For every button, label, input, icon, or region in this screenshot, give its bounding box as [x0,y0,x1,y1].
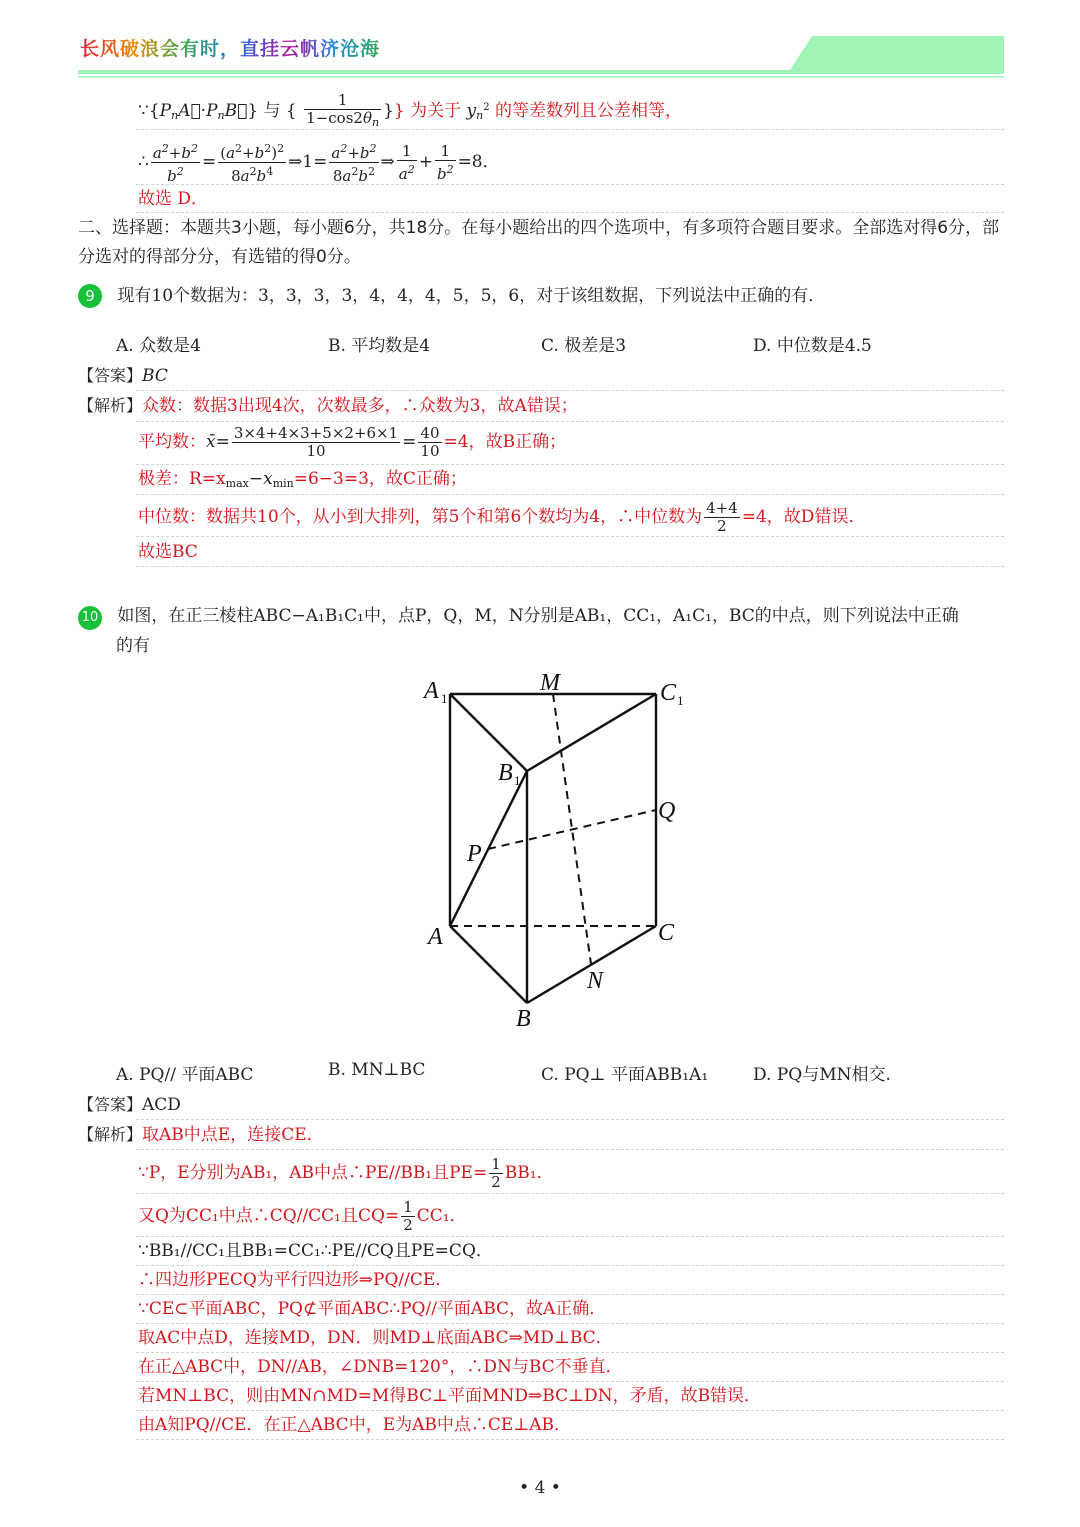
q10-option-c: C. PQ⊥ 平面ABB₁A₁ [541,1065,709,1085]
prev-l1-b: } 与 { [247,101,297,121]
label-b1-sub: 1 [514,773,521,788]
prev-l2-a: ⇒1= [288,152,328,172]
q10-analysis-label: 【解析】 [78,1125,143,1144]
divider [136,1193,1004,1194]
divider [136,1439,1004,1440]
q9-analysis-row-2: 平均数：x̄= $\frac{3\times 4+4\times 3+5\times 2+6\times 1}{10}$ = $\frac{40}{10}$ =4，故B正确； [138,424,567,460]
q9-stem-row [78,284,825,308]
divider [136,1265,1004,1266]
q10-analysis-2b: BB₁． [504,1163,554,1183]
label-a1-sub: 1 [441,691,448,706]
q9-analysis-1: 众数：数据3出现4次，次数最多，∴众数为3，故A错误； [142,396,578,416]
q10-analysis-row-2: ∵P，E分别为AB₁，AB中点∴PE//BB₁且PE= $\frac{1}{2}$ BB₁． [138,1155,554,1191]
q10-stem-row [78,604,959,630]
q9-analysis-row-4: 中位数：数据共10个，从小到大排列，第5个和第6个数均为4，∴中位数为 $\frac{4+4}{2}$ =4，故D错误． [138,499,866,535]
q10-analysis-row-1 [78,1123,324,1147]
divider [136,129,1004,130]
label-c: C [658,920,675,946]
edge-b1-c1 [527,694,656,771]
divider [136,494,1004,495]
q10-number-badge: 10 [78,606,102,630]
q9-analysis-3a: 极差：R=x [138,469,226,489]
prism-figure [400,660,720,1040]
q9-option-a: A. 众数是4 [116,336,201,356]
header-title-text: 长风破浪会有时，直挂云帆济沧海 [80,38,381,60]
q9-analysis-row-3: 极差：$R=x_{max}-x_{min}=6-3=3$，故C正确； [138,469,467,490]
page-number: • 4 • [519,1478,561,1498]
divider [136,390,1004,391]
q10-analysis-10: 由A知PQ//CE．在正△ABC中，E为AB中点∴CE⊥AB． [138,1415,572,1435]
q10-analysis-3b: CC₁． [416,1206,467,1226]
divider [136,1119,1004,1120]
q10-option-d: D. PQ与MN相交. [753,1065,891,1085]
divider [136,566,1004,567]
label-a1: A [424,678,439,704]
label-q: Q [658,798,676,824]
divider [136,421,1004,422]
divider [136,1410,1004,1411]
q9-stem: 现有10个数据为：3，3，3，3，4，4，4，5，5，6，对于该组数据，下列说法中正确的有． [117,286,826,306]
label-b: B [516,1006,531,1032]
q9-option-d: D. 中位数是4.5 [753,336,872,356]
label-b1: B [498,760,513,786]
q10-stem-2: 的有 [116,636,150,656]
q10-analysis-4: ∵BB₁//CC₁且BB₁=CC₁∴PE//CQ且PE=CQ． [138,1241,493,1261]
q10-analysis-9: 若MN⊥BC，则由MN∩MD=M得BC⊥平面MND⇒BC⊥DN，矛盾，故B错误． [138,1386,762,1406]
q9-number-badge: 9 [78,284,102,308]
q9-analysis-label: 【解析】 [78,396,143,415]
prev-l1-c: } 为关于 [393,101,467,121]
q10-stem-1: 如图，在正三棱柱ABC−A₁B₁C₁中，点P，Q，M，N分别是AB₁，CC₁，A₁C₁，BC的中点，则下列说法中正确 [117,606,959,626]
q10-analysis-6: ∵CE⊂平面ABC，PQ⊄平面ABC∴PQ//平面ABC，故A正确． [138,1299,607,1319]
edge-a1-b1 [450,694,527,771]
divider [136,184,1004,185]
q10-analysis-1: 取AB中点E，连接CE． [142,1125,324,1145]
q10-option-b: B. MN⊥BC [328,1060,426,1080]
divider [136,1294,1004,1295]
section-instructions: 二、选择题：本题共3小题，每小题6分，共18分。在每小题给出的四个选项中，有多项符合题目要求。全部选对得6分，部分选对的得部分分，有选错的得0分。 [78,218,1000,267]
q10-option-a: A. PQ// 平面ABC [116,1065,254,1085]
q9-option-c: C. 极差是3 [541,336,627,356]
prev-l1-a: ∵{ [138,101,160,121]
divider [136,464,1004,465]
divider [136,212,1004,213]
divider [136,1381,1004,1382]
prev-l1-d: 的等差数列且公差相等， [489,101,683,121]
label-c1: C [660,680,677,706]
q10-answer-row [78,1093,181,1117]
q10-analysis-2a: ∵P，E分别为AB₁，AB中点∴PE//BB₁且PE= [138,1163,488,1183]
q9-option-b: B. 平均数是4 [328,336,431,356]
prev-l2-end: =8． [457,152,500,172]
q10-answer-value: ACD [142,1095,181,1115]
q9-analysis-3b: =6−3=3，故C正确； [293,469,467,489]
q9-analysis-4b: =4，故D错误． [741,507,866,527]
q9-analysis-row-1 [78,394,578,418]
prev-conclusion: 故选 D． [138,189,209,209]
edge-a-b [450,926,527,1003]
q10-analysis-row-3: 又Q为CC₁中点∴CQ//CC₁且CQ= $\frac{1}{2}$ CC₁． [138,1198,467,1234]
divider [136,1149,1004,1150]
label-a: A [428,924,443,950]
q9-answer-value: BC [142,366,168,386]
label-m: M [540,670,560,696]
divider [136,1323,1004,1324]
prev-line-1: $\because\{P_nA⃗\cdot P_nB⃗\}$ 与 { $\frac{1}{1-\cos 2\theta_n}$ }} 为关于 $y_n^2$ 的等差数列且公差相等， [138,91,683,129]
divider [136,1352,1004,1353]
q10-answer-label: 【答案】 [78,1095,143,1114]
divider [136,536,1004,537]
q10-analysis-7: 取AC中点D，连接MD，DN．则MD⊥底面ABC⇒MD⊥BC． [138,1328,613,1348]
q9-analysis-4a: 中位数：数据共10个，从小到大排列，第5个和第6个数均为4，∴中位数为 [138,507,703,527]
label-c1-sub: 1 [677,693,684,708]
q9-analysis-2b: =4，故B正确； [443,432,567,452]
q10-analysis-8: 在正△ABC中，DN//AB，∠DNB=120°，∴DN与BC不垂直． [138,1357,623,1377]
q10-analysis-3a: 又Q为CC₁中点∴CQ//CC₁且CQ= [138,1206,400,1226]
q9-answer-row [78,364,168,388]
divider [136,1236,1004,1237]
prev-line-2: ∴ $\frac{a^2+b^2}{b^2}$ = $\frac{(a^2+b^2)^2}{8a^2b^4}$ ⇒1= $\frac{a^2+b^2}{8a^2b^2}$ ⇒ $\frac{1}{a^2}$ + $\frac{1}{b^2}$ =8． [138,141,500,185]
q9-conclusion: 故选BC [138,542,198,562]
label-p: P [467,841,482,867]
header-title [80,34,380,61]
q9-analysis-2a: 平均数： [138,432,206,452]
label-n: N [587,968,604,994]
segment-p-q [488,810,656,849]
q9-answer-label: 【答案】 [78,366,143,385]
q10-analysis-5: ∴四边形PECQ为平行四边形⇒PQ//CE． [138,1270,453,1290]
